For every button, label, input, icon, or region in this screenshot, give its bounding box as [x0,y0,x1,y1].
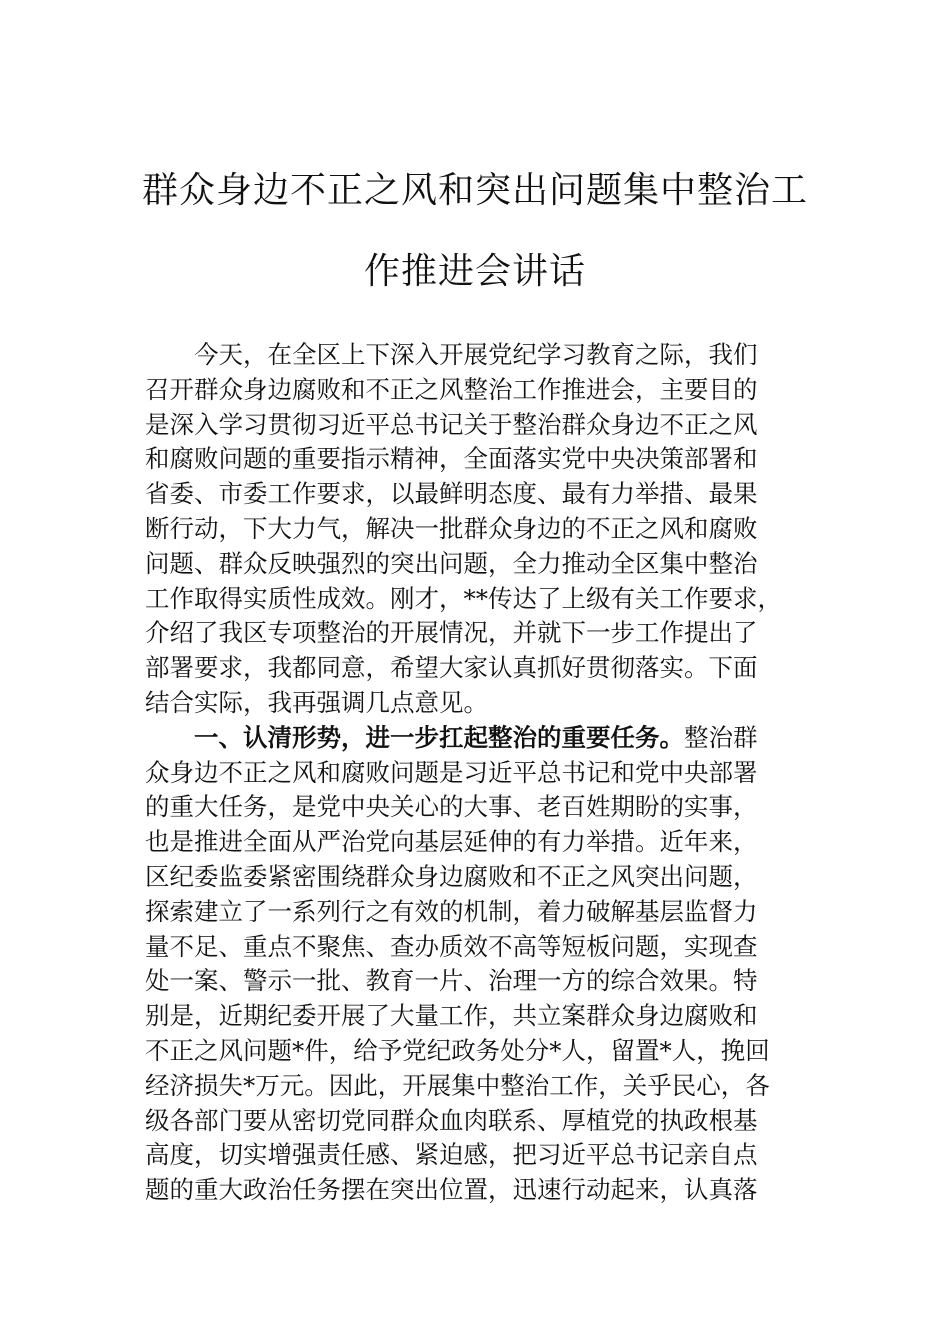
text-line: 探索建立了一系列行之有效的机制，着力破解基层监督力 [145,896,758,926]
text-line: 高度，切实增强责任感、紧迫感，把习近平总书记亲自点 [145,1140,758,1170]
text-line: 部署要求，我都同意，希望大家认真抓好贯彻落实。下面 [145,653,758,683]
text-line: 处一案、警示一批、教育一片、治理一方的综合效果。特 [145,966,758,996]
text-line: 题的重大政治任务摆在突出位置，迅速行动起来，认真落 [145,1175,758,1205]
text-line: 今天，在全区上下深入开展党纪学习教育之际，我们 [194,340,758,369]
text-line: 工作取得实质性成效。刚才，**传达了上级有关工作要求， [145,583,782,613]
document-body [145,338,835,1208]
text-line: 问题、群众反映强烈的突出问题，全力推动全区集中整治 [145,548,758,578]
text-line: 级各部门要从密切党同群众血肉联系、厚植党的执政根基 [145,1105,758,1135]
text-line: 的重大任务，是党中央关心的大事、老百姓期盼的实事， [145,792,758,822]
text-line: 结合实际，我再强调几点意见。 [145,687,488,717]
text-line: 众身边不正之风和腐败问题是习近平总书记和党中央部署 [145,757,758,787]
text-line: 省委、市委工作要求，以最鲜明态度、最有力举措、最果 [145,479,758,509]
section-1 [145,721,835,1208]
title-line-2: 作推进会讲话 [363,251,586,292]
section-1-heading: 一、认清形势，进一步扛起整治的重要任务。 [194,722,684,752]
section-1-first-line-rest: 整治群 [684,722,758,752]
section-1-first-line [145,721,835,756]
text-line: 断行动，下大力气，解决一批群众身边的不正之风和腐败 [145,513,758,543]
title-line-1: 群众身边不正之风和突出问题集中整治工 [141,170,808,211]
text-line: 别是，近期纪委开展了大量工作，共立案群众身边腐败和 [145,1001,758,1031]
document-title [120,150,830,312]
text-line: 量不足、重点不聚焦、查办质效不高等短板问题，实现查 [145,931,758,961]
text-line: 不正之风问题*件，给予党纪政务处分*人，留置*人，挽回 [145,1035,770,1065]
text-line: 召开群众身边腐败和不正之风整治工作推进会，主要目的 [145,374,758,404]
text-line: 经济损失*万元。因此，开展集中整治工作，关乎民心，各 [145,1070,770,1100]
paragraph-intro [145,338,835,721]
text-line: 也是推进全面从严治党向基层延伸的有力举措。近年来， [145,827,758,857]
text-line: 和腐败问题的重要指示精神，全面落实党中央决策部署和 [145,444,758,474]
text-line: 是深入学习贯彻习近平总书记关于整治群众身边不正之风 [145,409,758,439]
text-line: 介绍了我区专项整治的开展情况，并就下一步工作提出了 [145,618,758,648]
text-line: 区纪委监委紧密围绕群众身边腐败和不正之风突出问题， [145,861,758,891]
